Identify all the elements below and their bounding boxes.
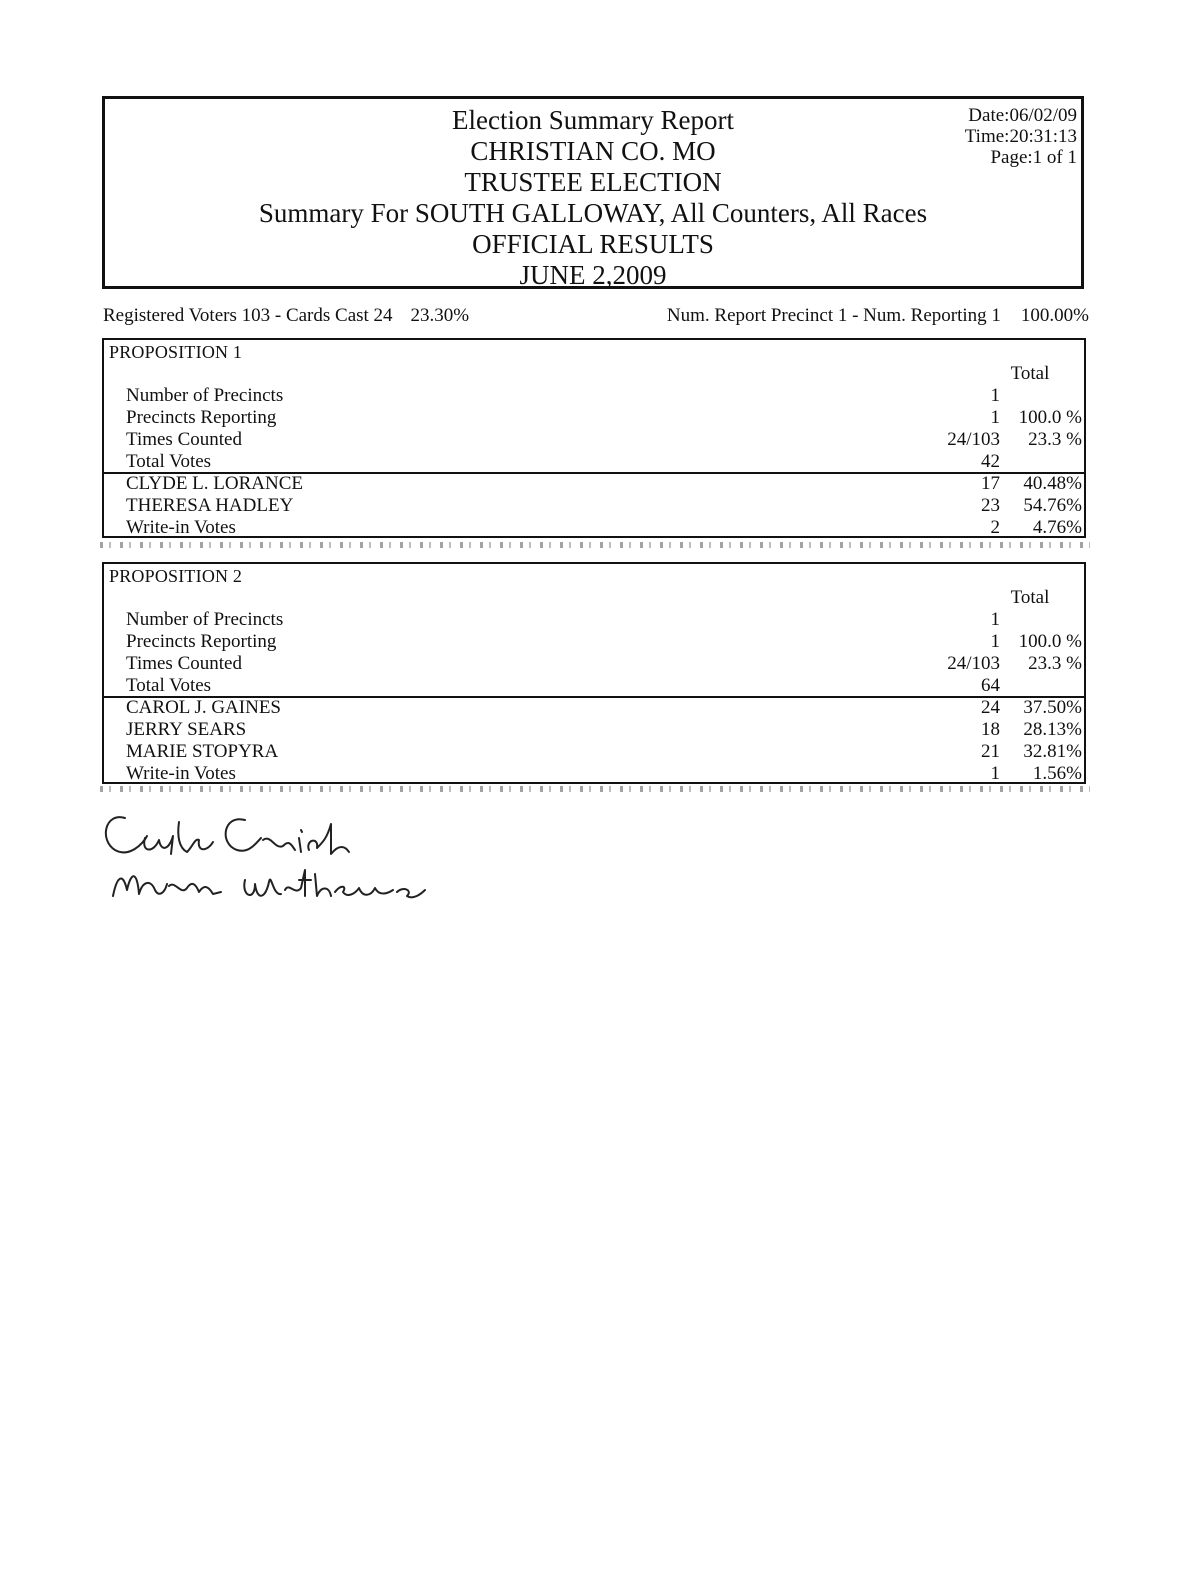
stat-value: 64	[981, 675, 1000, 696]
turnout-summary	[103, 305, 1089, 329]
candidate-votes: 18	[981, 719, 1000, 740]
candidate-name: CLYDE L. LORANCE	[126, 473, 304, 494]
candidate-percent: 4.76%	[1032, 517, 1082, 538]
stat-value: 1	[990, 631, 1000, 652]
stat-percent: 100.0 %	[1018, 631, 1082, 652]
stat-value: 1	[990, 385, 1000, 406]
stat-label: Precincts Reporting	[126, 631, 277, 652]
reporting-percent: 100.00%	[1020, 305, 1089, 326]
total-column-header: Total	[1010, 587, 1050, 608]
stat-row	[126, 407, 1084, 429]
stat-row	[126, 385, 1084, 407]
candidate-row	[126, 517, 1084, 539]
report-title: Election Summary Report	[452, 105, 734, 135]
stat-label: Total Votes	[126, 451, 212, 472]
candidate-row	[126, 719, 1084, 741]
scan-noise-line	[100, 786, 1090, 792]
stat-label: Number of Precincts	[126, 385, 284, 406]
stat-label: Total Votes	[126, 675, 212, 696]
report-page: Page:1 of 1	[990, 147, 1077, 168]
candidate-name: THERESA HADLEY	[126, 495, 294, 516]
results-status: OFFICIAL RESULTS	[472, 229, 714, 259]
stat-label: Times Counted	[126, 429, 242, 450]
candidate-percent: 28.13%	[1023, 719, 1082, 740]
registered-voters-text: Registered Voters 103 - Cards Cast 24	[103, 305, 393, 326]
turnout-percent: 23.30%	[410, 305, 470, 326]
candidate-votes: 2	[990, 517, 1000, 538]
stat-label: Times Counted	[126, 653, 242, 674]
stat-row	[126, 653, 1084, 675]
election-date: JUNE 2,2009	[519, 260, 667, 290]
registered-voters-summary	[103, 305, 469, 327]
candidate-row	[126, 473, 1084, 495]
candidate-percent: 32.81%	[1023, 741, 1082, 762]
proposition-1-box	[102, 338, 1086, 538]
candidate-percent: 54.76%	[1023, 495, 1082, 516]
stat-row	[126, 451, 1084, 473]
handwritten-signatures	[95, 800, 455, 920]
candidate-votes: 23	[981, 495, 1000, 516]
stat-value: 1	[990, 609, 1000, 630]
candidate-votes: 24	[981, 697, 1000, 718]
stat-row	[126, 631, 1084, 653]
header-meta	[965, 105, 1077, 168]
precinct-reporting-text: Num. Report Precinct 1 - Num. Reporting 1	[666, 305, 1001, 326]
candidate-name: MARIE STOPYRA	[126, 741, 279, 762]
candidate-row	[126, 697, 1084, 719]
report-date: Date:06/02/09	[968, 105, 1077, 126]
candidate-name: CAROL J. GAINES	[126, 697, 281, 718]
election-name: TRUSTEE ELECTION	[464, 167, 722, 197]
header-title-block	[105, 105, 1081, 291]
stat-label: Number of Precincts	[126, 609, 284, 630]
candidate-votes: 21	[981, 741, 1000, 762]
candidate-name: Write-in Votes	[126, 517, 236, 538]
total-column-header: Total	[1010, 363, 1050, 384]
stat-percent: 100.0 %	[1018, 407, 1082, 428]
candidate-percent: 40.48%	[1023, 473, 1082, 494]
stat-row	[126, 609, 1084, 631]
stat-row	[126, 675, 1084, 697]
candidate-name: JERRY SEARS	[126, 719, 247, 740]
candidate-percent: 37.50%	[1023, 697, 1082, 718]
proposition-2-box	[102, 562, 1086, 784]
stat-value: 24/103	[947, 653, 1000, 674]
stat-value: 24/103	[947, 429, 1000, 450]
proposition-title: PROPOSITION 1	[109, 342, 243, 362]
candidate-name: Write-in Votes	[126, 763, 236, 784]
candidate-row	[126, 763, 1084, 785]
report-time: Time:20:31:13	[964, 126, 1077, 147]
stat-percent: 23.3 %	[1028, 429, 1082, 450]
scan-noise-line	[100, 542, 1090, 548]
candidate-votes: 1	[990, 763, 1000, 784]
stat-percent: 23.3 %	[1028, 653, 1082, 674]
precinct-reporting-summary	[667, 305, 1089, 327]
proposition-title: PROPOSITION 2	[109, 566, 243, 586]
candidate-row	[126, 495, 1084, 517]
stat-value: 1	[990, 407, 1000, 428]
stat-value: 42	[981, 451, 1000, 472]
county-name: CHRISTIAN CO. MO	[470, 136, 716, 166]
candidate-votes: 17	[981, 473, 1000, 494]
stat-label: Precincts Reporting	[126, 407, 277, 428]
candidate-percent: 1.56%	[1032, 763, 1082, 784]
report-header	[102, 96, 1084, 289]
candidate-row	[126, 741, 1084, 763]
summary-scope: Summary For SOUTH GALLOWAY, All Counters, All Races	[258, 198, 928, 228]
stat-row	[126, 429, 1084, 451]
